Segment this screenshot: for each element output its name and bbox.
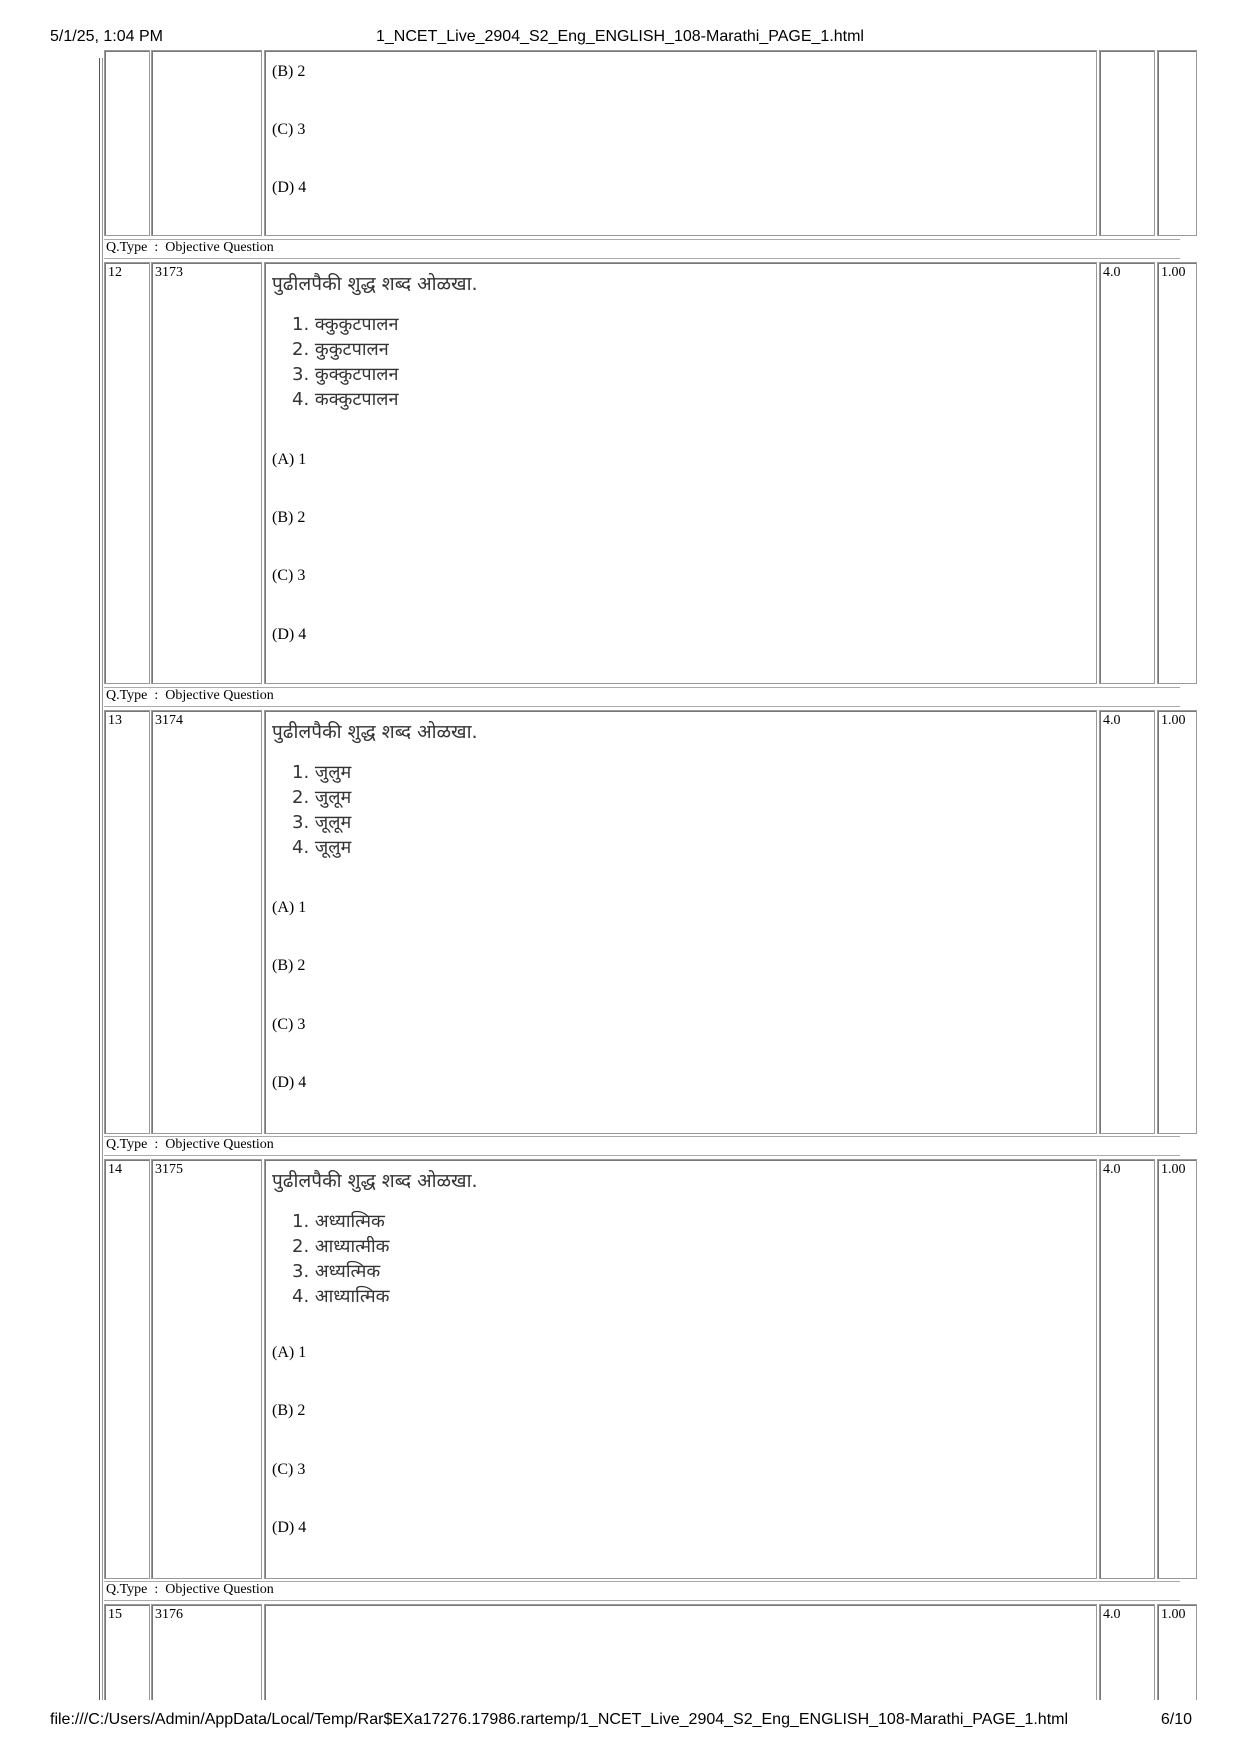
divider <box>104 1600 1180 1601</box>
option-item: 1. अध्यात्मिक <box>292 1211 385 1232</box>
marks-value: 4.0 <box>1103 713 1121 728</box>
sno-cell <box>104 50 150 236</box>
option-item: 4. जूलुम <box>292 837 352 858</box>
qtype-label: Q.Type : Objective Question <box>106 240 274 255</box>
question-id: 3176 <box>155 1607 183 1622</box>
qid-cell <box>151 262 262 684</box>
marks-value: 4.0 <box>1103 1162 1121 1177</box>
option-item: 2. आध्यात्मीक <box>292 1236 390 1257</box>
answer-option: (C) 3 <box>272 567 306 584</box>
negative-marks-value: 1.00 <box>1161 1607 1186 1622</box>
answer-option: (A) 1 <box>272 1344 307 1361</box>
divider <box>104 239 1180 240</box>
table-outer-border <box>99 58 100 1700</box>
question-number: 13 <box>108 713 122 728</box>
answer-option: (B) 2 <box>272 63 306 80</box>
answer-option: (D) 4 <box>272 179 307 196</box>
file-path: file:///C:/Users/Admin/AppData/Local/Temp/Rar$EXa17276.17986.rartemp/1_NCET_Live_2904_S2_Eng_ENGLISH_108-Marathi_PAGE_1.html <box>50 1711 1069 1728</box>
option-item: 1. जुलुम <box>292 762 352 783</box>
answer-option: (C) 3 <box>272 1016 306 1033</box>
document-title: 1_NCET_Live_2904_S2_Eng_ENGLISH_108-Marathi_PAGE_1.html <box>376 28 864 45</box>
question-cell <box>264 710 1097 1134</box>
divider <box>104 258 1180 259</box>
negative-marks-value: 1.00 <box>1161 265 1186 280</box>
question-text: पुढीलपैकी शुद्ध शब्द ओळखा. <box>272 273 478 295</box>
option-item: 3. अध्यत्मिक <box>292 1261 381 1282</box>
answer-option: (B) 2 <box>272 1402 306 1419</box>
negative-marks-value: 1.00 <box>1161 713 1186 728</box>
sno-cell <box>104 1159 150 1579</box>
answer-option: (C) 3 <box>272 1461 306 1478</box>
question-id: 3174 <box>155 713 183 728</box>
question-cell <box>264 1159 1097 1579</box>
option-item: 1. क्कुकुटपालन <box>292 314 399 335</box>
marks-cell <box>1099 50 1155 236</box>
page-number: 6/10 <box>1160 1711 1192 1728</box>
divider <box>104 1581 1180 1582</box>
qtype-label: Q.Type : Objective Question <box>106 688 274 703</box>
negative-cell <box>1157 262 1197 684</box>
option-item: 2. कुकुटपालन <box>292 339 389 360</box>
answer-option: (B) 2 <box>272 509 306 526</box>
option-item: 4. आध्यात्मिक <box>292 1286 390 1307</box>
sno-cell <box>104 1604 150 1700</box>
divider <box>104 1136 1180 1137</box>
negative-cell <box>1157 710 1197 1134</box>
divider <box>104 706 1180 707</box>
question-number: 15 <box>108 1607 122 1622</box>
sno-cell <box>104 262 150 684</box>
divider <box>104 1155 1180 1156</box>
qid-cell <box>151 50 262 236</box>
negative-cell <box>1157 1159 1197 1579</box>
option-item: 3. कुक्कुटपालन <box>292 364 399 385</box>
answer-option: (A) 1 <box>272 451 307 468</box>
marks-value: 4.0 <box>1103 1607 1121 1622</box>
question-cell <box>264 1604 1097 1700</box>
question-id: 3175 <box>155 1162 183 1177</box>
qid-cell <box>151 710 262 1134</box>
marks-cell <box>1099 1604 1155 1700</box>
answer-option: (D) 4 <box>272 1074 307 1091</box>
question-text: पुढीलपैकी शुद्ध शब्द ओळखा. <box>272 1170 478 1192</box>
question-id: 3173 <box>155 265 183 280</box>
answer-option: (C) 3 <box>272 121 306 138</box>
qtype-label: Q.Type : Objective Question <box>106 1582 274 1597</box>
sno-cell <box>104 710 150 1134</box>
marks-value: 4.0 <box>1103 265 1121 280</box>
answer-option: (D) 4 <box>272 626 307 643</box>
print-datetime: 5/1/25, 1:04 PM <box>50 28 163 45</box>
negative-cell <box>1157 50 1197 236</box>
question-text: पुढीलपैकी शुद्ध शब्द ओळखा. <box>272 721 478 743</box>
answer-option: (A) 1 <box>272 899 307 916</box>
table-outer-border-inner <box>102 58 103 1700</box>
marks-cell <box>1099 1159 1155 1579</box>
marks-cell <box>1099 262 1155 684</box>
question-number: 14 <box>108 1162 122 1177</box>
option-item: 3. जूलूम <box>292 812 352 833</box>
answer-option: (D) 4 <box>272 1519 307 1536</box>
answer-option: (B) 2 <box>272 957 306 974</box>
divider <box>104 687 1180 688</box>
option-item: 4. कक्कुटपालन <box>292 389 399 410</box>
qid-cell <box>151 1604 262 1700</box>
marks-cell <box>1099 710 1155 1134</box>
qtype-label: Q.Type : Objective Question <box>106 1137 274 1152</box>
qid-cell <box>151 1159 262 1579</box>
negative-cell <box>1157 1604 1197 1700</box>
option-item: 2. जुलूम <box>292 787 352 808</box>
question-cell <box>264 50 1097 236</box>
negative-marks-value: 1.00 <box>1161 1162 1186 1177</box>
question-number: 12 <box>108 265 122 280</box>
